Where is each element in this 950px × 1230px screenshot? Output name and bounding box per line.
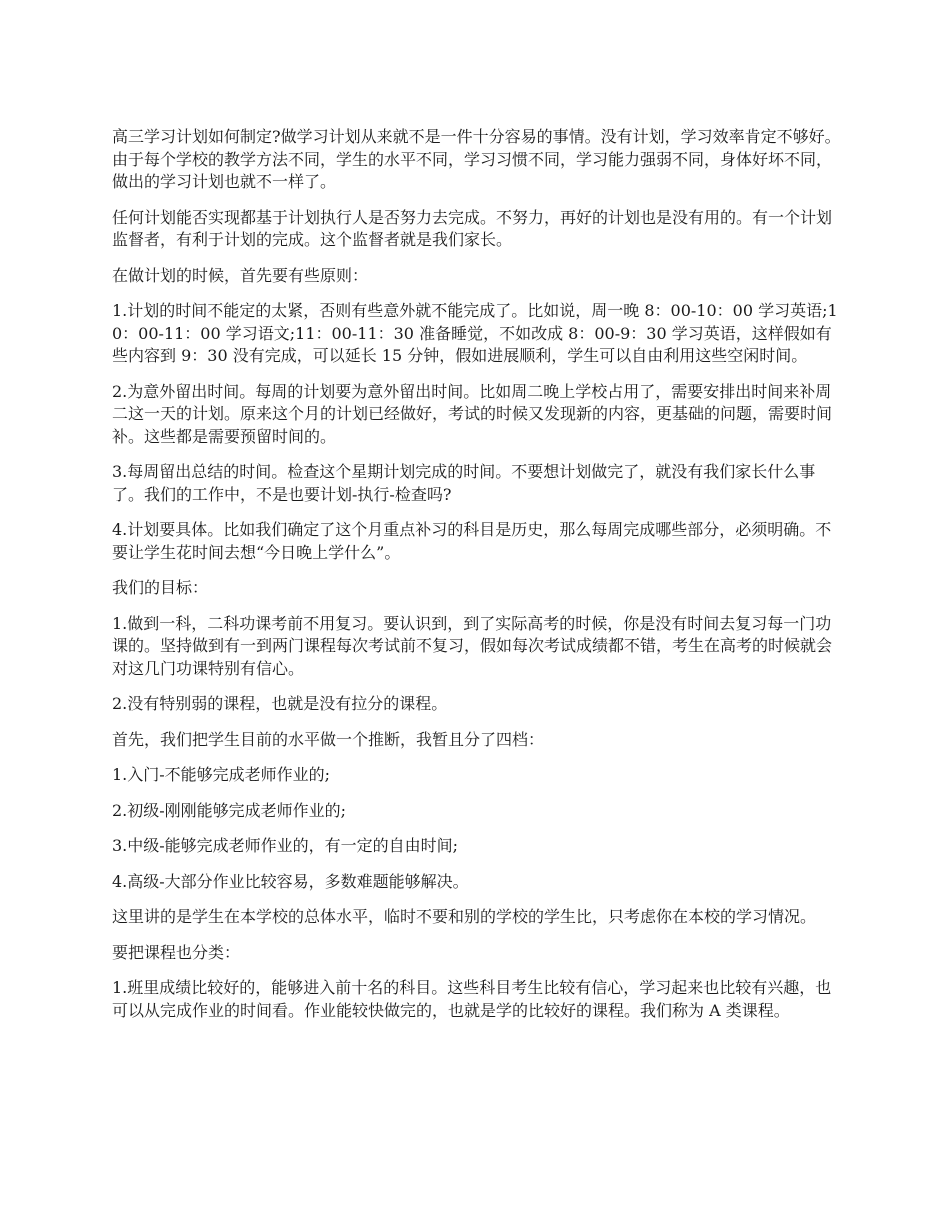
paragraph-course-heading: 要把课程也分类： [112, 942, 241, 962]
paragraph-level-2: 2.初级-刚刚能够完成老师作业的; [112, 800, 347, 820]
paragraph-principle-1: 1.计划的时间不能定的太紧，否则有些意外就不能完成了。比如说，周一晚 8：00-10：00 学习英语;10：00-11：00 学习语文;11：00-11：30 准备睡觉，不如改成 8：00-9：30 学习英语，这样假如有些内容到 9：30 没有完成，可以延长 15 分钟，假如进展顺利，学生可以自由利用这些空闲时间。 [112, 301, 838, 365]
paragraph-goal-1: 1.做到一科，二科功课考前不用复习。要认识到，到了实际高考的时候，你是没有时间去复习每一门功课的。坚持做到有一到两门课程每次考试前不复习，假如每次考试成绩都不错，考生在高考的时候就会对这几门功课特别有信心。 [112, 613, 833, 678]
paragraph-supervisor: 任何计划能否实现都基于计划执行人是否努力去完成。不努力，再好的计划也是没有用的。有一个计划监督者，有利于计划的完成。这个监督者就是我们家长。 [112, 207, 833, 249]
paragraph-level-note: 这里讲的是学生在本学校的总体水平，临时不要和别的学校的学生比，只考虑你在本校的学习情况。 [112, 907, 817, 926]
paragraph-principle-4: 4.计划要具体。比如我们确定了这个月重点补习的科目是历史，那么每周完成哪些部分，必须明确。不要让学生花时间去想“今日晚上学什么”。 [112, 520, 832, 562]
paragraph-goal-2: 2.没有特别弱的课程，也就是没有拉分的课程。 [112, 694, 448, 713]
paragraph-course-1: 1.班里成绩比较好的，能够进入前十名的科目。这些科目考生比较有信心，学习起来也比较有兴趣，也可以从完成作业的时间看。作业能较快做完的，也就是学的比较好的课程。我们称为 A 类课程。 [112, 978, 832, 1020]
paragraph-level-4: 4.高级-大部分作业比较容易，多数难题能够解决。 [112, 871, 469, 891]
paragraph-principle-3: 3.每周留出总结的时间。检查这个星期计划完成的时间。不要想计划做完了，就没有我们家长什么事了。我们的工作中，不是也要计划-执行-检查吗? [112, 462, 816, 504]
paragraph-intro: 高三学习计划如何制定?做学习计划从来就不是一件十分容易的事情。没有计划，学习效率肯定不够好。由于每个学校的教学方法不同，学生的水平不同，学习习惯不同，学习能力强弱不同，身体好坏不同，做出的学习计划也就不一样了。 [112, 127, 841, 191]
paragraph-principles-heading: 在做计划的时候，首先要有些原则： [112, 265, 369, 285]
paragraph-level-1: 1.入门-不能够完成老师作业的; [112, 765, 331, 784]
paragraph-goals-heading: 我们的目标： [112, 578, 209, 597]
paragraph-principle-2: 2.为意外留出时间。每周的计划要为意外留出时间。比如周二晚上学校占用了，需要安排出时间来补周二这一天的计划。原来这个月的计划已经做好，考试的时候又发现新的内容，更基础的问题，需要时间补。这些都是需要预留时间的。 [112, 381, 833, 446]
document-body [112, 126, 842, 1035]
paragraph-level-3: 3.中级-能够完成老师作业的，有一定的自由时间; [112, 836, 459, 855]
paragraph-levels-heading: 首先，我们把学生目前的水平做一个推断，我暂且分了四档： [112, 729, 545, 749]
